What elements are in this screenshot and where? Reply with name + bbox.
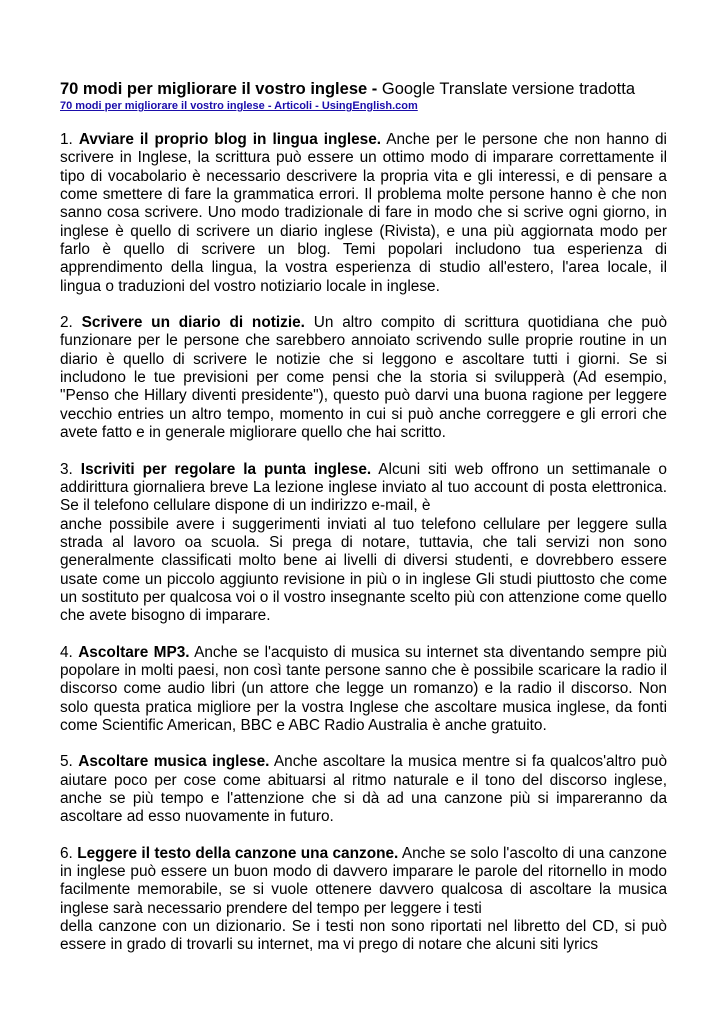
item-paragraph [60,644,667,736]
item-text: Anche se l'acquisto di musica su internet sta diventando sempre più popolare in molti paesi, non così tante persone sanno che è possibile scaricare la radio il discorso come audio libri (un attore che legge un romanzo) e la radio il discorso. Non solo questa pratica migliore per la vostra Inglese che ascoltare musica inglese, da fonti come Scientific American, BBC e ABC Radio Australia è anche gratuito. [60,643,667,734]
item-heading: Leggere il testo della canzone una canzone. [77,844,399,862]
list-item-6 [60,845,667,955]
document-title [60,80,667,99]
item-paragraph [60,131,667,296]
item-heading: Scrivere un diario di notizie. [81,314,305,332]
item-heading: Iscriviti per regolare la punta inglese. [80,460,372,478]
item-heading: Avviare il proprio blog in lingua inglese. [78,131,382,148]
item-number: 6. [60,844,73,862]
item-heading: Ascoltare MP3. [78,643,190,661]
source-link[interactable]: 70 modi per migliorare il vostro inglese - Articoli - UsingEnglish.com [60,100,418,112]
document-page [60,80,667,955]
list-item-4 [60,644,667,736]
item-number: 3. [60,460,73,478]
item-number: 2. [60,314,73,332]
item-text: Anche ascoltare la musica mentre si fa qualcos'altro può aiutare poco per cose come abituarsi al ritmo naturale e il tono del discorso inglese, anche se più tempo e l'attenzione che si dà ad una canzone più si impareranno da ascoltare ad esso nuovamente in futuro. [60,753,668,826]
item-paragraph [60,845,667,918]
item-number: 5. [60,753,73,771]
title-separator: - [371,80,378,98]
item-text: Anche per le persone che non hanno di scrivere in Inglese, la scrittura può essere un ottimo modo di imparare correttamente il tipo di vocabolario è necessario descrivere la propria vita e gli interessi, e di pensare a come smettere di fare la grammatica errori. Il problema molte persone hanno è che non sanno cosa scrivere. Uno modo tradizionale di fare in modo che si scrive ogni giorno, in inglese è quello di scrivere un diario inglese (Rivista), e una più aggiornata modo per farlo è quello di scrivere un blog. Temi popolari includono tua esperienza di apprendimento della lingua, la vostra esperienza di studio all'estero, l'area locale, il lingua o traduzioni del vostro notiziario locale in inglese. [60,131,667,295]
list-item-3 [60,461,667,626]
list-item-2 [60,314,667,442]
item-number: 1. [60,131,73,148]
list-item-1 [60,131,667,296]
item-text: Un altro compito di scrittura quotidiana che può funzionare per le persone che sarebbero annoiato scrivendo sulle proprie routine in un diario è quello di scrivere le notizie che si leggono e ascoltare tutti i giorni. Se si includono le tue previsioni per come pensi che la storia si svilupperà (Ad esempio, "Penso che Hillary diventi presidente"), questo può darvi una buona ragione per leggere vecchio entries un altro tempo, momento in cui si può anche correggere e gli errori che avete fatto e in generale migliorare quello che hai scritto. [60,314,668,442]
item-heading: Ascoltare musica inglese. [78,753,270,771]
item-text: Anche se solo l'ascolto di una canzone in inglese può essere un buon modo di davvero imparare le parole del ritornello in modo facilmente memorabile, se si vuole ottenere davvero qualcosa di ascoltare la musica inglese sarà necessario prendere del tempo per leggere i testi [60,844,667,917]
item-paragraph [60,461,667,516]
title-bold: 70 modi per migliorare il vostro inglese [60,80,368,98]
item-text: Alcuni siti web offrono un settimanale o addirittura giornaliera breve La lezione inglese inviato al tuo account di posta elettronica. Se il telefono cellulare dispone di un indirizzo e-mail, è [60,460,667,515]
title-note: Google Translate versione tradotta [381,80,636,98]
list-item-5 [60,753,667,826]
item-paragraph [60,753,667,826]
item-paragraph-continued: anche possibile avere i suggerimenti inviati al tuo telefono cellulare per leggere sulla strada al lavoro oa scuola. Si prega di notare, tuttavia, che tali servizi non sono generalmente classificati molto bene ai livelli di diversi studenti, e dovrebbero essere usate come un piccolo aggiunto revisione in più o in inglese Gli studi piuttosto che come un sostituto per qualcosa voi o il vostro insegnante scelto più con attenzione come quello che avete bisogno di imparare. [60,515,667,625]
item-paragraph [60,314,667,442]
item-number: 4. [60,643,73,661]
item-paragraph-continued: della canzone con un dizionario. Se i testi non sono riportati nel libretto del CD, si può essere in grado di trovarli su internet, ma vi prego di notare che alcuni siti lyrics [60,918,667,954]
